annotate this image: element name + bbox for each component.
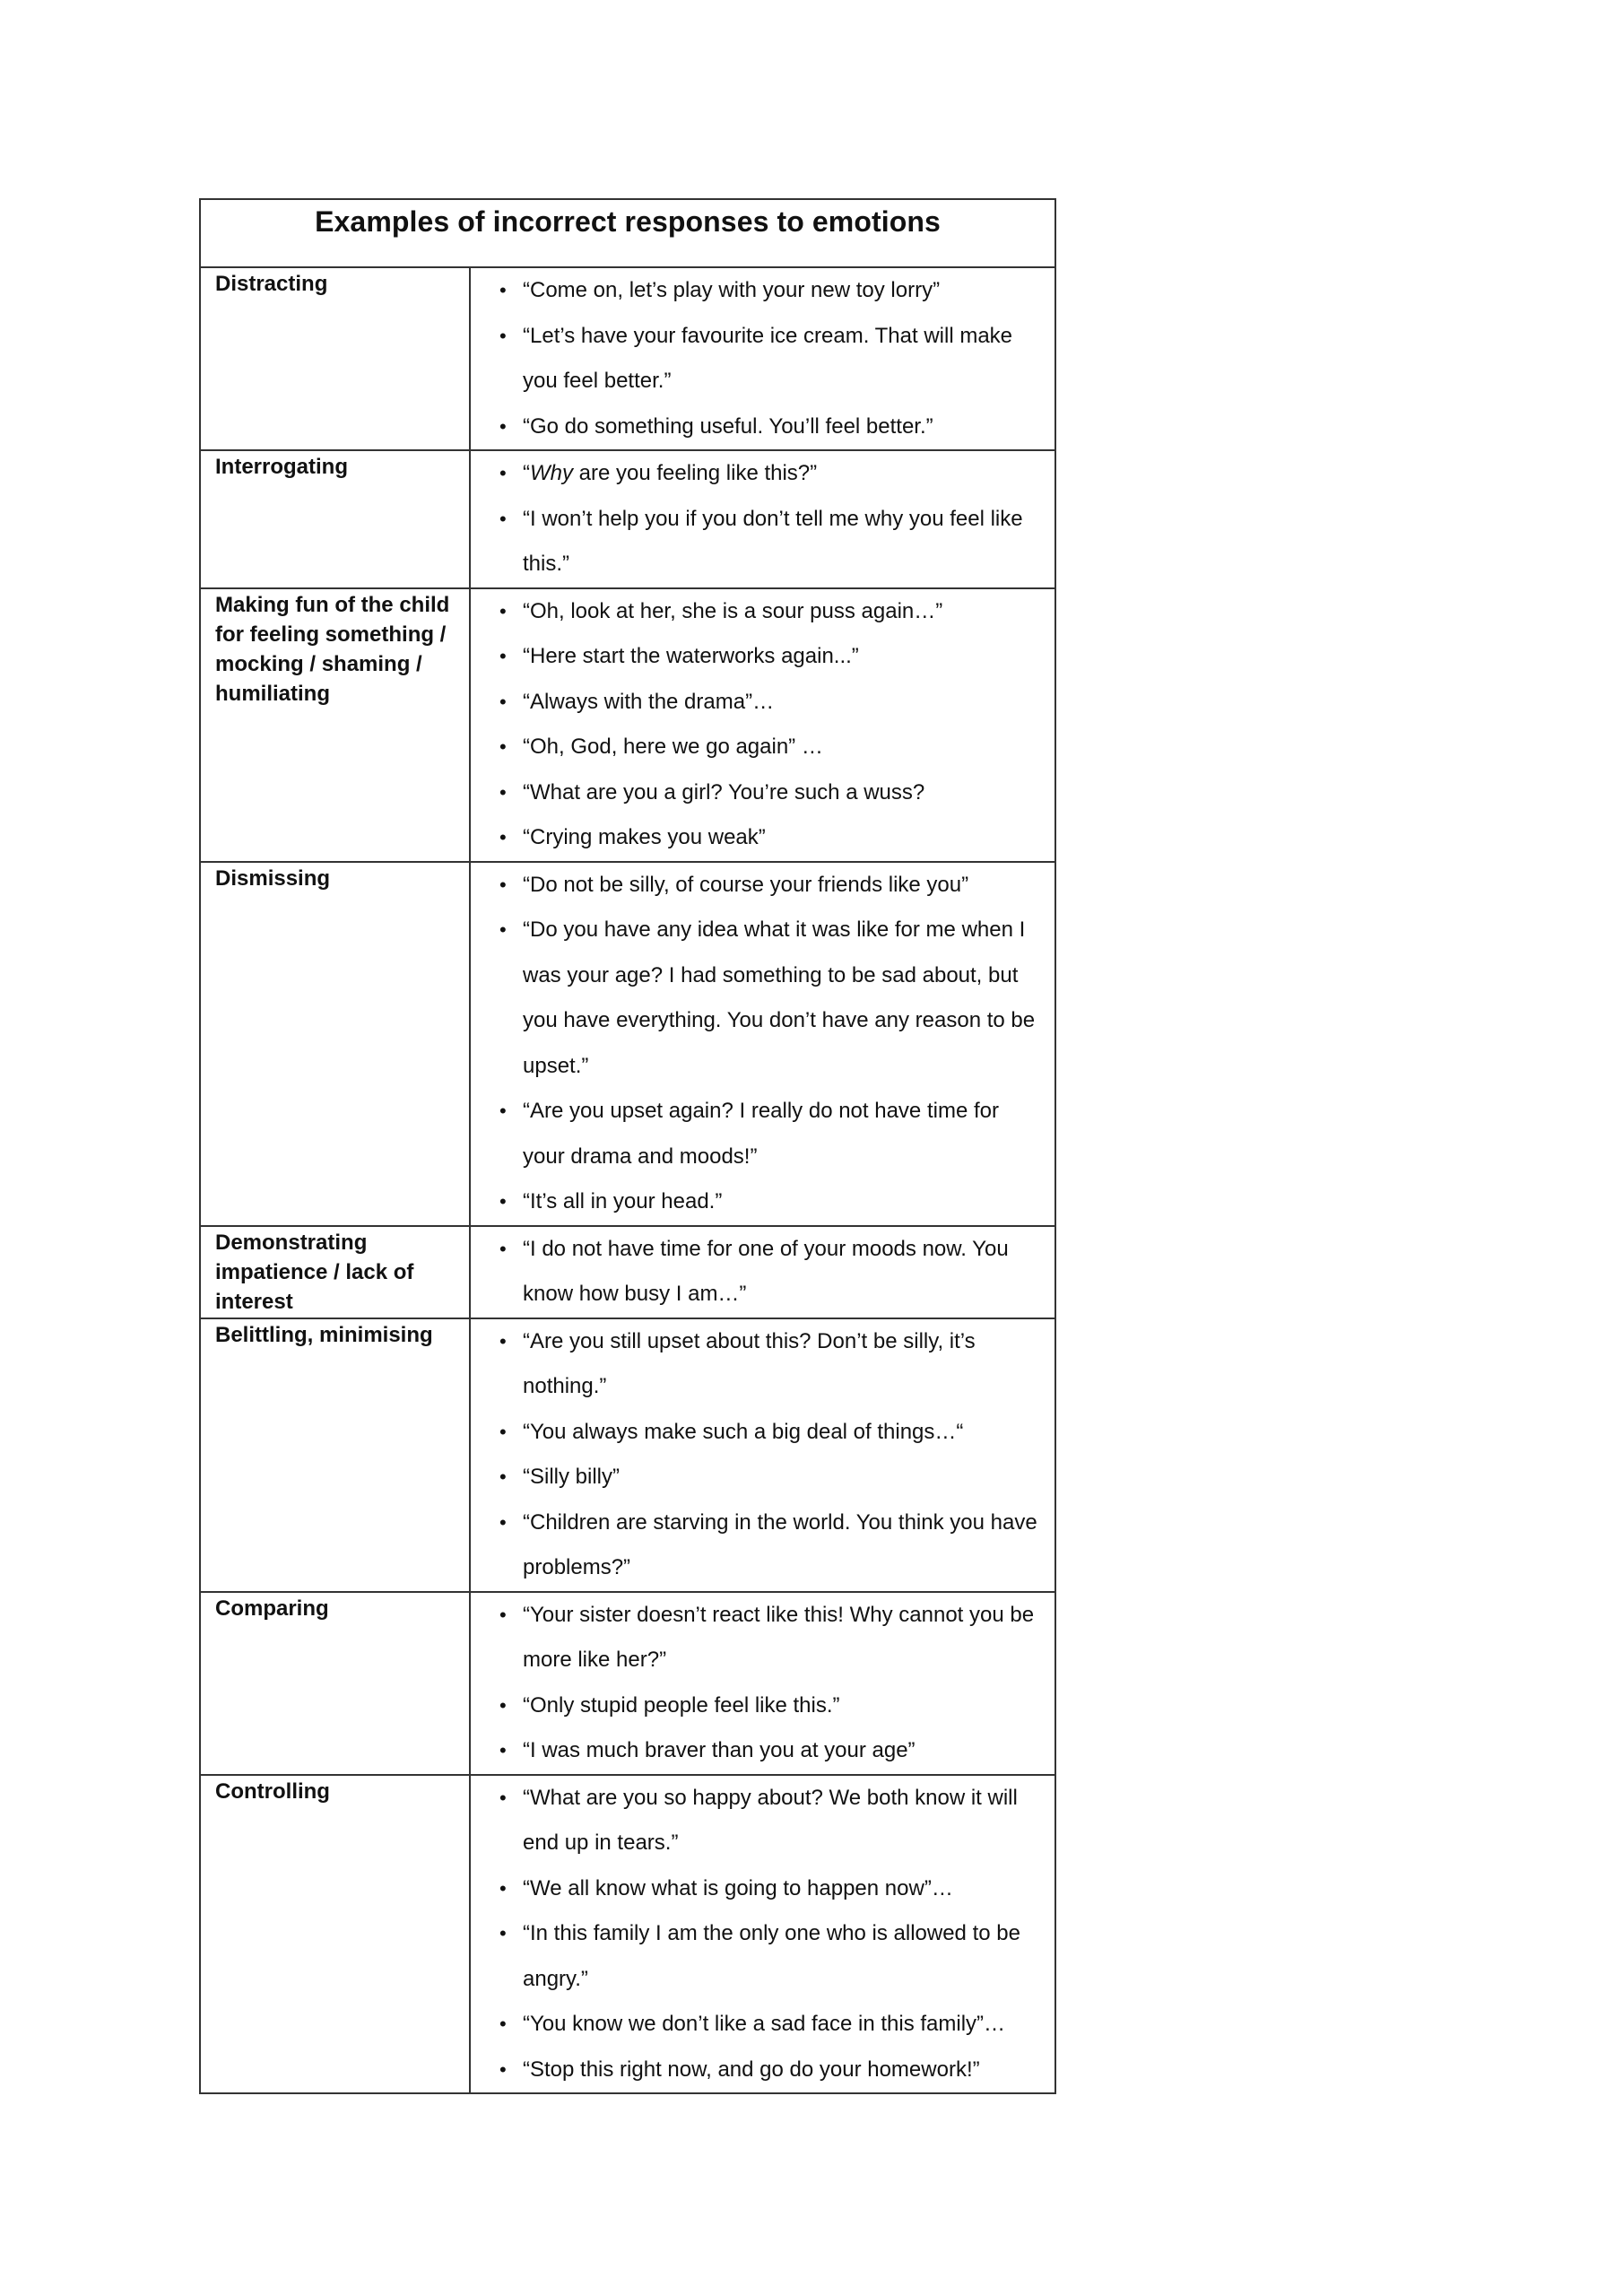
quote-item: • “Always with the drama”… — [499, 680, 1042, 726]
quote-list — [499, 1776, 1042, 2093]
category-label: Controlling — [215, 1779, 330, 1804]
quotes-cell — [470, 1318, 1055, 1592]
quote-item: • “Your sister doesn’t react like this! Why cannot you be more like her?” — [499, 1593, 1042, 1683]
quote-item: • “Are you upset again? I really do not have time for your drama and moods!” — [499, 1089, 1042, 1179]
quote-item: • “Stop this right now, and go do your homework!” — [499, 2048, 1042, 2093]
category-label: Interrogating — [215, 455, 348, 479]
quote-item: • “We all know what is going to happen now”… — [499, 1866, 1042, 1912]
quote-item: • “In this family I am the only one who is allowed to be angry.” — [499, 1911, 1042, 2002]
category-cell — [200, 1775, 470, 2094]
category-label: Comparing — [215, 1596, 329, 1621]
category-label: Dismissing — [215, 865, 331, 891]
table-row — [200, 1775, 1055, 2094]
quote-item: • “Let’s have your favourite ice cream. That will make you feel better.” — [499, 314, 1042, 404]
quote-item: • “What are you so happy about? We both know it will end up in tears.” — [499, 1776, 1042, 1866]
table-title-cell — [200, 199, 1055, 267]
table-row — [200, 1318, 1055, 1592]
table-row — [200, 588, 1055, 862]
quote-item: • “Crying makes you weak” — [499, 815, 1042, 861]
quotes-cell — [470, 267, 1055, 450]
quote-list — [499, 451, 1042, 587]
category-cell — [200, 862, 470, 1226]
quote-item: • “Come on, let’s play with your new toy lorry” — [499, 268, 1042, 314]
quotes-cell — [470, 450, 1055, 588]
quotes-cell — [470, 1226, 1055, 1318]
table-row — [200, 450, 1055, 588]
category-cell — [200, 588, 470, 862]
quotes-cell — [470, 1592, 1055, 1775]
category-cell — [200, 1318, 470, 1592]
quote-item: • “You know we don’t like a sad face in this family”… — [499, 2002, 1042, 2048]
quote-list — [499, 1319, 1042, 1591]
table-row — [200, 267, 1055, 450]
quote-list — [499, 1227, 1042, 1318]
quote-item: • “Are you still upset about this? Don’t be silly, it’s nothing.” — [499, 1319, 1042, 1410]
table-title: Examples of incorrect responses to emotions — [315, 205, 941, 238]
table-row — [200, 862, 1055, 1226]
table-title-row — [200, 199, 1055, 267]
category-cell — [200, 450, 470, 588]
quote-item: • “You always make such a big deal of things…“ — [499, 1410, 1042, 1456]
category-cell — [200, 267, 470, 450]
quote-list — [499, 589, 1042, 861]
category-label: Demonstrating impatience / lack of interest — [215, 1230, 414, 1314]
category-label: Distracting — [215, 272, 328, 296]
table-row — [200, 1592, 1055, 1775]
category-cell — [200, 1226, 470, 1318]
quote-item: • “What are you a girl? You’re such a wuss? — [499, 770, 1042, 816]
quote-item: • “Silly billy” — [499, 1455, 1042, 1500]
quotes-cell — [470, 588, 1055, 862]
quote-item: • “Why are you feeling like this?” — [499, 451, 1042, 497]
emphasis-text: Why — [530, 461, 573, 485]
quote-list — [499, 863, 1042, 1225]
quote-item: • “Oh, look at her, she is a sour puss again…” — [499, 589, 1042, 635]
quote-item: • “Do you have any idea what it was like for me when I was your age? I had something to be sad about, but you have everything. You don’t have any reason to be upset.” — [499, 908, 1042, 1089]
table-row — [200, 1226, 1055, 1318]
quote-item: • “I was much braver than you at your age” — [499, 1728, 1042, 1774]
quote-list — [499, 268, 1042, 449]
quote-item: • “It’s all in your head.” — [499, 1179, 1042, 1225]
quote-item: • “Here start the waterworks again...” — [499, 634, 1042, 680]
quote-item: • “Children are starving in the world. You think you have problems?” — [499, 1500, 1042, 1591]
quote-item: • “Go do something useful. You’ll feel better.” — [499, 404, 1042, 450]
category-label: Making fun of the child for feeling something / mocking / shaming / humiliating — [215, 592, 450, 706]
responses-table — [199, 198, 1056, 2094]
quote-item: • “Only stupid people feel like this.” — [499, 1683, 1042, 1729]
quote-item: • “Do not be silly, of course your friends like you” — [499, 863, 1042, 909]
quotes-cell — [470, 862, 1055, 1226]
quote-item: • “Oh, God, here we go again” … — [499, 725, 1042, 770]
category-cell — [200, 1592, 470, 1775]
quote-list — [499, 1593, 1042, 1774]
quote-item: • “I won’t help you if you don’t tell me why you feel like this.” — [499, 497, 1042, 587]
quotes-cell — [470, 1775, 1055, 2094]
category-label: Belittling, minimising — [215, 1322, 433, 1347]
quote-item: • “I do not have time for one of your moods now. You know how busy I am…” — [499, 1227, 1042, 1318]
